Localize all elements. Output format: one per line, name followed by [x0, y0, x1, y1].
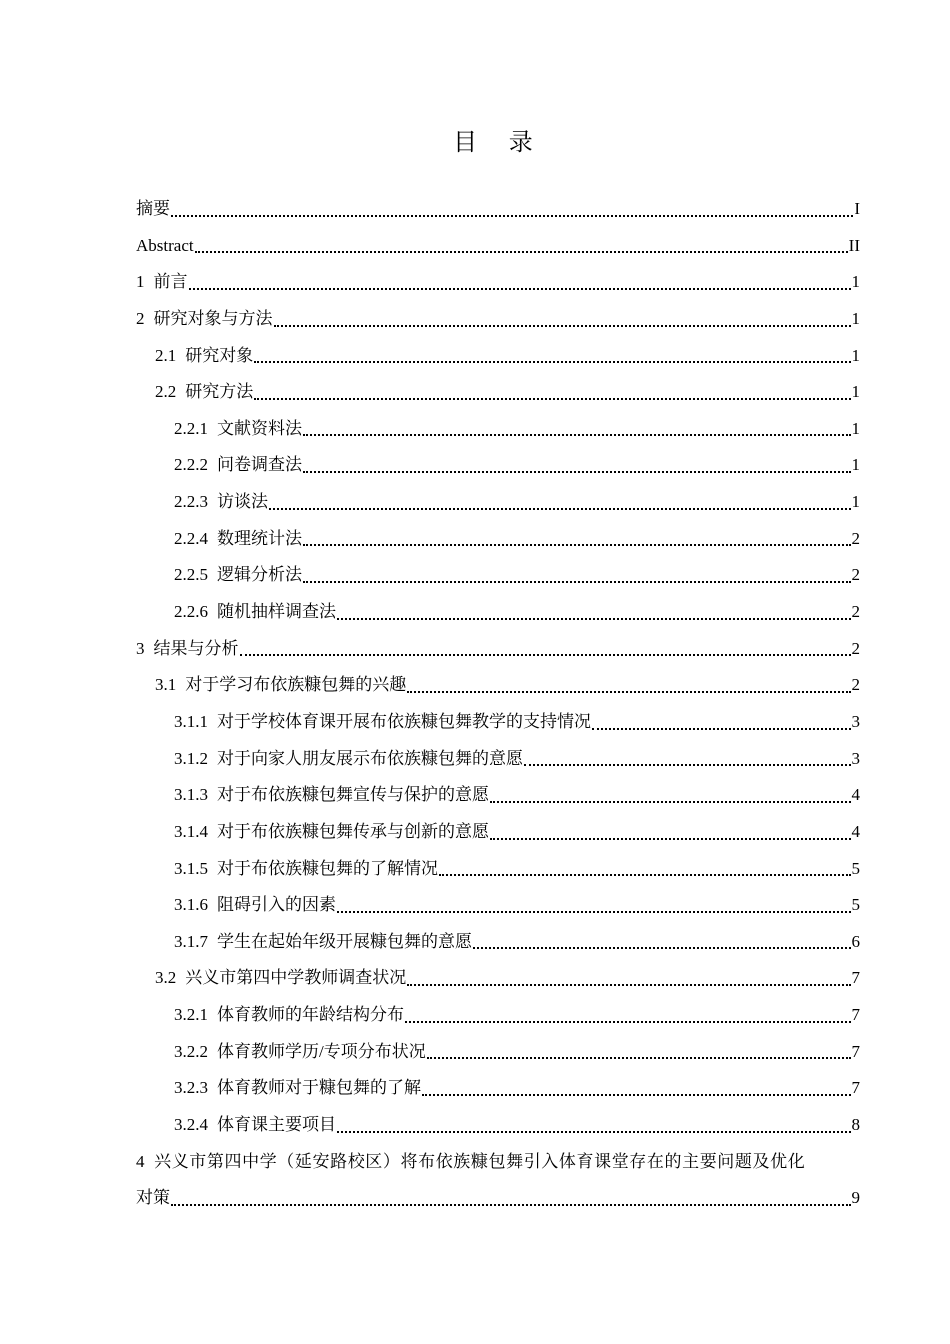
- dot-leader: [337, 911, 851, 913]
- dot-leader: [171, 1204, 851, 1206]
- toc-label: 文献资料法: [217, 418, 302, 438]
- dot-leader: [427, 1057, 851, 1059]
- toc-section-number: 2.2.6: [174, 602, 208, 622]
- dot-leader: [303, 544, 851, 546]
- toc-label: Abstract: [136, 235, 194, 255]
- toc-label: 摘要: [136, 198, 170, 218]
- dot-leader: [303, 471, 851, 473]
- toc-label: 前言: [153, 272, 188, 292]
- toc-page-number: 1: [851, 492, 860, 512]
- dot-leader: [490, 838, 851, 840]
- toc-entry-3-2[interactable]: [136, 960, 860, 997]
- toc-page-number: 7: [851, 1041, 860, 1061]
- toc-entry-3-2-1[interactable]: [136, 997, 860, 1034]
- toc-entry-2-2[interactable]: [136, 374, 860, 411]
- toc-section-number: 3.1.5: [174, 858, 208, 878]
- toc-section-number: 3.2.1: [174, 1005, 208, 1025]
- toc-section-number: 2.2.2: [174, 455, 208, 475]
- toc-page-number: 3: [851, 748, 860, 768]
- dot-leader: [407, 984, 850, 986]
- dot-leader: [439, 874, 851, 876]
- toc-section-number: 3.1.3: [174, 785, 208, 805]
- toc-entry-3-1-4[interactable]: [136, 814, 860, 851]
- toc-section-number: 3.2.3: [174, 1078, 208, 1098]
- toc-section-number: 3.1.4: [174, 821, 208, 841]
- toc-section-number: 4: [136, 1151, 146, 1171]
- toc-entry-1[interactable]: [136, 264, 860, 301]
- toc-label: 访谈法: [217, 492, 268, 512]
- toc-entry-3-2-3[interactable]: [136, 1070, 860, 1107]
- toc-entry-2-1[interactable]: [136, 338, 860, 375]
- toc-page-number: 5: [851, 858, 860, 878]
- toc-section-number: 2.2.5: [174, 565, 208, 585]
- toc-entry-abstract-en[interactable]: [136, 228, 860, 265]
- toc-section-number: 3.1: [155, 675, 177, 695]
- toc-entry-2-2-3[interactable]: [136, 484, 860, 521]
- toc-entry-2-2-2[interactable]: [136, 447, 860, 484]
- dot-leader: [240, 654, 851, 656]
- toc-label: 逻辑分析法: [217, 565, 302, 585]
- toc-page-number: 2: [851, 528, 860, 548]
- toc-entry-3-1-5[interactable]: [136, 851, 860, 888]
- toc-label: 研究对象与方法: [153, 308, 273, 328]
- toc-page-number: 1: [851, 418, 860, 438]
- toc-label-continued: 对策: [136, 1188, 170, 1208]
- toc-page-number: 1: [851, 455, 860, 475]
- toc-entry-3-1-3[interactable]: [136, 777, 860, 814]
- toc-section-number: 2.2.1: [174, 418, 208, 438]
- dot-leader: [405, 1021, 851, 1023]
- toc-entry-2[interactable]: [136, 301, 860, 338]
- toc-page-number: 1: [851, 308, 860, 328]
- toc-section-number: 3.1.1: [174, 711, 208, 731]
- toc-section-number: 1: [136, 272, 145, 292]
- dot-leader: [490, 801, 851, 803]
- toc-section-number: 2.2: [155, 382, 177, 402]
- toc-page-number: 7: [851, 1078, 860, 1098]
- toc-page-number: 1: [851, 345, 860, 365]
- dot-leader: [303, 434, 851, 436]
- toc-label: 体育课主要项目: [217, 1115, 336, 1134]
- dot-leader: [524, 764, 851, 766]
- toc-section-number: 3: [136, 638, 145, 658]
- toc-label: 对于学习布依族糠包舞的兴趣: [185, 675, 407, 695]
- toc-section-number: 2: [136, 308, 145, 328]
- toc-entry-3-1[interactable]: [136, 667, 860, 704]
- toc-page-number: 5: [851, 895, 860, 915]
- toc-entry-4[interactable]: [136, 1144, 860, 1217]
- toc-page-number: 4: [851, 785, 860, 805]
- toc-label: 兴义市第四中学教师调查状况: [185, 968, 407, 988]
- toc-section-number: 3.2: [155, 968, 177, 988]
- dot-leader: [422, 1094, 851, 1096]
- dot-leader: [303, 581, 851, 583]
- toc-page-number: 2: [851, 565, 860, 585]
- toc-section-number: 3.1.7: [174, 931, 208, 951]
- toc-page-number: 8: [851, 1115, 860, 1134]
- toc-label: 对于向家人朋友展示布依族糠包舞的意愿: [217, 748, 523, 768]
- dot-leader: [473, 947, 851, 949]
- toc-section-number: 2.2.3: [174, 492, 208, 512]
- toc-entry-3-1-1[interactable]: [136, 704, 860, 741]
- toc-label: 对于布依族糠包舞宣传与保护的意愿: [217, 785, 489, 805]
- toc-entry-abstract-cn[interactable]: [136, 191, 860, 228]
- dot-leader: [274, 325, 851, 327]
- toc-label: 研究方法: [185, 382, 254, 402]
- toc-page-number: 2: [851, 638, 860, 658]
- toc-entry-3[interactable]: [136, 631, 860, 668]
- toc-label: 研究对象: [185, 345, 254, 365]
- toc-page-number: 7: [851, 1005, 860, 1025]
- toc-title: 目 录: [453, 128, 545, 156]
- toc-page-number: 3: [851, 711, 860, 731]
- toc-label: 阻碍引入的因素: [217, 895, 336, 915]
- toc-page-number: 1: [851, 382, 860, 402]
- toc-entry-3-1-2[interactable]: [136, 741, 860, 778]
- dot-leader: [189, 288, 851, 290]
- toc-label: 对于布依族糠包舞传承与创新的意愿: [217, 821, 489, 841]
- toc-page-number: II: [848, 235, 860, 255]
- toc-label: 体育教师对于糠包舞的了解: [217, 1078, 421, 1098]
- toc-page-number: 6: [851, 931, 860, 951]
- toc-label: 数理统计法: [217, 528, 302, 548]
- toc-entry-2-2-5[interactable]: [136, 557, 860, 594]
- toc-label: 对于布依族糠包舞的了解情况: [217, 858, 438, 878]
- toc-page-number: 2: [851, 675, 860, 695]
- toc-page-number: I: [854, 198, 860, 218]
- toc-page-number: 7: [851, 968, 860, 988]
- toc-label: 结果与分析: [153, 638, 239, 658]
- toc-label: 问卷调查法: [217, 455, 302, 475]
- toc-section-number: 3.1.2: [174, 748, 208, 768]
- dot-leader: [171, 215, 853, 217]
- toc-page-number: 9: [851, 1188, 860, 1208]
- dot-leader: [407, 691, 850, 693]
- toc-label: 体育教师学历/专项分布状况: [217, 1041, 426, 1061]
- toc-entry-4-line1: [136, 1144, 860, 1181]
- toc-section-number: 3.1.6: [174, 895, 208, 915]
- toc-entry-2-2-1[interactable]: [136, 411, 860, 448]
- toc-label: 兴义市第四中学（延安路校区）将布依族糠包舞引入体育课堂存在的主要问题及优化: [154, 1151, 806, 1171]
- toc-section-number: 3.2.2: [174, 1041, 208, 1061]
- dot-leader: [337, 1131, 851, 1133]
- toc-label: 学生在起始年级开展糠包舞的意愿: [217, 931, 472, 951]
- toc-page-number: 4: [851, 821, 860, 841]
- toc-entry-3-2-4[interactable]: [136, 1107, 860, 1144]
- toc-entry-2-2-4[interactable]: [136, 521, 860, 558]
- toc-entry-3-1-7[interactable]: [136, 924, 860, 961]
- toc-label: 体育教师的年龄结构分布: [217, 1005, 404, 1025]
- toc-label: 对于学校体育课开展布依族糠包舞教学的支持情况: [217, 711, 591, 731]
- toc-label: 随机抽样调查法: [217, 602, 336, 622]
- dot-leader: [195, 251, 848, 253]
- toc-entry-2-2-6[interactable]: [136, 594, 860, 631]
- toc-section-number: 2.2.4: [174, 528, 208, 548]
- toc-page-number: 1: [851, 272, 860, 292]
- dot-leader: [254, 361, 850, 363]
- dot-leader: [269, 508, 851, 510]
- toc-entry-3-1-6[interactable]: [136, 887, 860, 924]
- toc-entry-4-line2: [136, 1180, 860, 1217]
- table-of-contents: [136, 191, 860, 1217]
- dot-leader: [254, 398, 850, 400]
- dot-leader: [337, 618, 851, 620]
- dot-leader: [592, 728, 851, 730]
- toc-page-number: 2: [851, 602, 860, 622]
- toc-section-number: 3.2.4: [174, 1115, 208, 1134]
- toc-section-number: 2.1: [155, 345, 177, 365]
- toc-entry-3-2-2[interactable]: [136, 1034, 860, 1071]
